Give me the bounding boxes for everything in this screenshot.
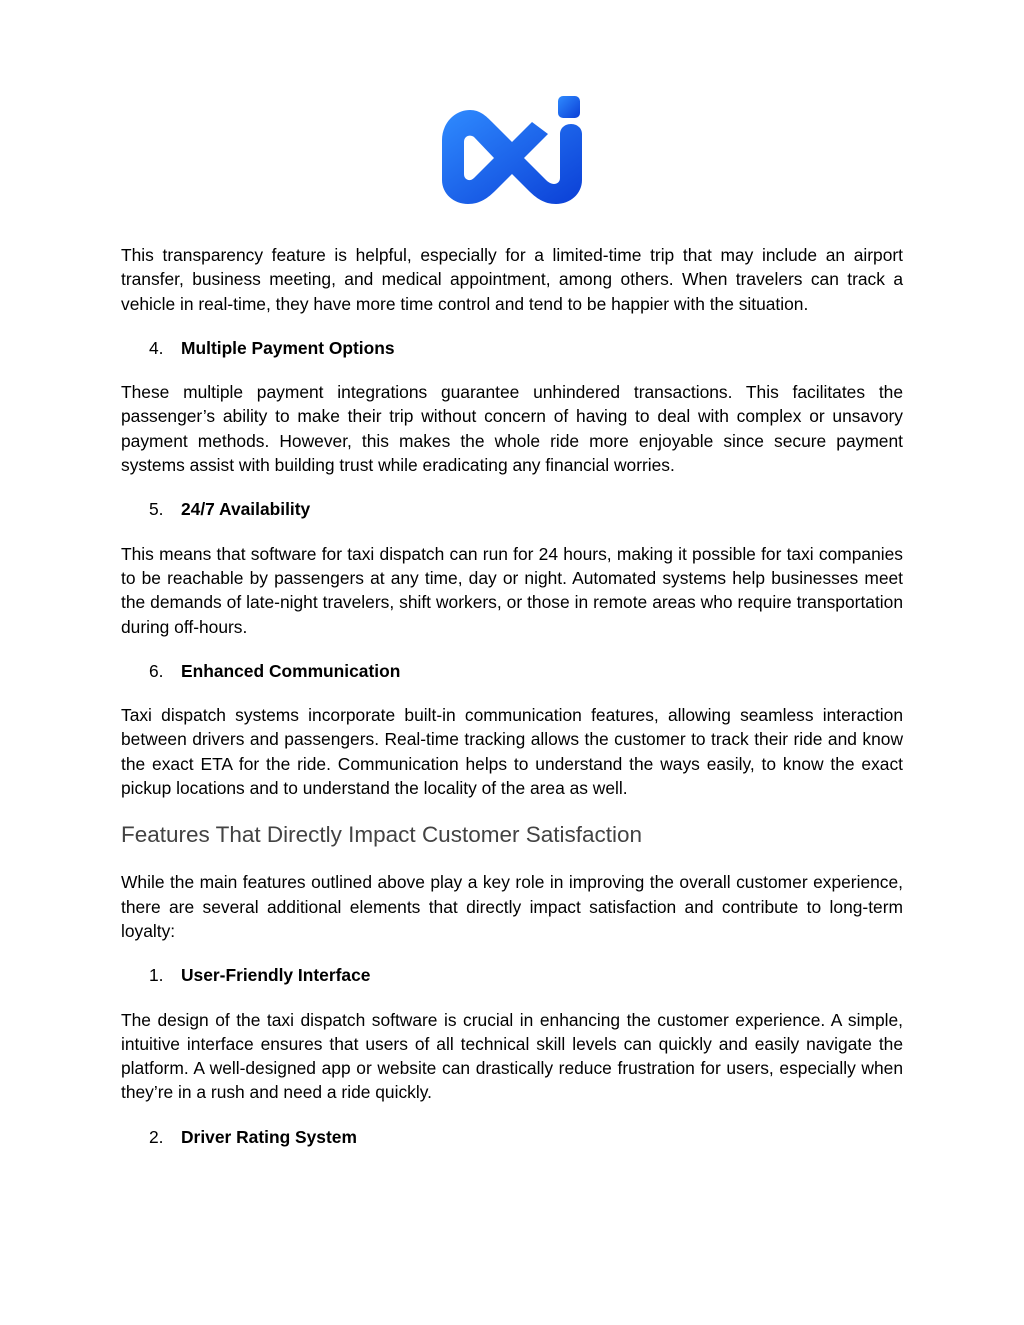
list-item-driver-rating-system [121,1125,903,1149]
list-number: 2. [149,1126,164,1147]
list-item-enhanced-communication [121,659,903,683]
brand-logo-icon [440,94,584,206]
list-item-availability [121,497,903,521]
list-number: 4. [149,337,164,358]
list-label: Enhanced Communication [181,660,401,681]
list-label: Multiple Payment Options [181,337,395,358]
paragraph-payment: These multiple payment integrations guarantee unhindered transactions. This facilitates the passenger’s ability to make their trip without concern of having to deal with complex or unsavory payment methods. However, this makes the whole ride more enjoyable since secure payment systems assist with building trust while eradicating any financial worries. [121,382,903,476]
brand-logo [440,94,584,206]
list-label: User-Friendly Interface [181,965,371,986]
list-item-user-friendly-interface [121,963,903,987]
paragraph-interface: The design of the taxi dispatch software is crucial in enhancing the customer experience. A simple, intuitive interface ensures that users of all technical skill levels can quickly and easily navigate the platform. A well-designed app or website can drastically reduce frustration for users, especially when they’re in a rush and need a ride quickly. [121,1009,903,1103]
logo-dot [558,96,580,118]
list-label: Driver Rating System [181,1126,357,1147]
list-label: 24/7 Availability [181,499,311,520]
paragraph-communication: Taxi dispatch systems incorporate built-in communication features, allowing seamless interaction between drivers and passengers. Real-time tracking allows the customer to track their ride and know the exact ETA for the ride. Communication helps to understand the ways easily, to know the exact pickup locations and to understand the locality of the area as well. [121,705,903,799]
paragraph-intro: While the main features outlined above play a key role in improving the overall customer experience, there are several additional elements that directly impact satisfaction and contribute to long-term loyalty: [121,872,903,941]
paragraph-transparency: This transparency feature is helpful, especially for a limited-time trip that may include an airport transfer, business meeting, and medical appointment, among others. When travelers can track a vehicle in real-time, they have more time control and tend to be happier with the situation. [121,245,903,314]
document-body [121,243,903,1169]
list-number: 6. [149,660,164,681]
section-heading: Features That Directly Impact Customer Satisfaction [121,822,643,848]
logo-mark [442,110,582,204]
paragraph-availability: This means that software for taxi dispatch can run for 24 hours, making it possible for taxi companies to be reachable by passengers at any time, day or night. Automated systems help businesses meet the demands of late-night travelers, shift workers, or those in remote areas who require transportation during off-hours. [121,543,903,637]
list-item-multiple-payment-options [121,336,903,360]
list-number: 5. [149,499,164,520]
list-number: 1. [149,965,164,986]
